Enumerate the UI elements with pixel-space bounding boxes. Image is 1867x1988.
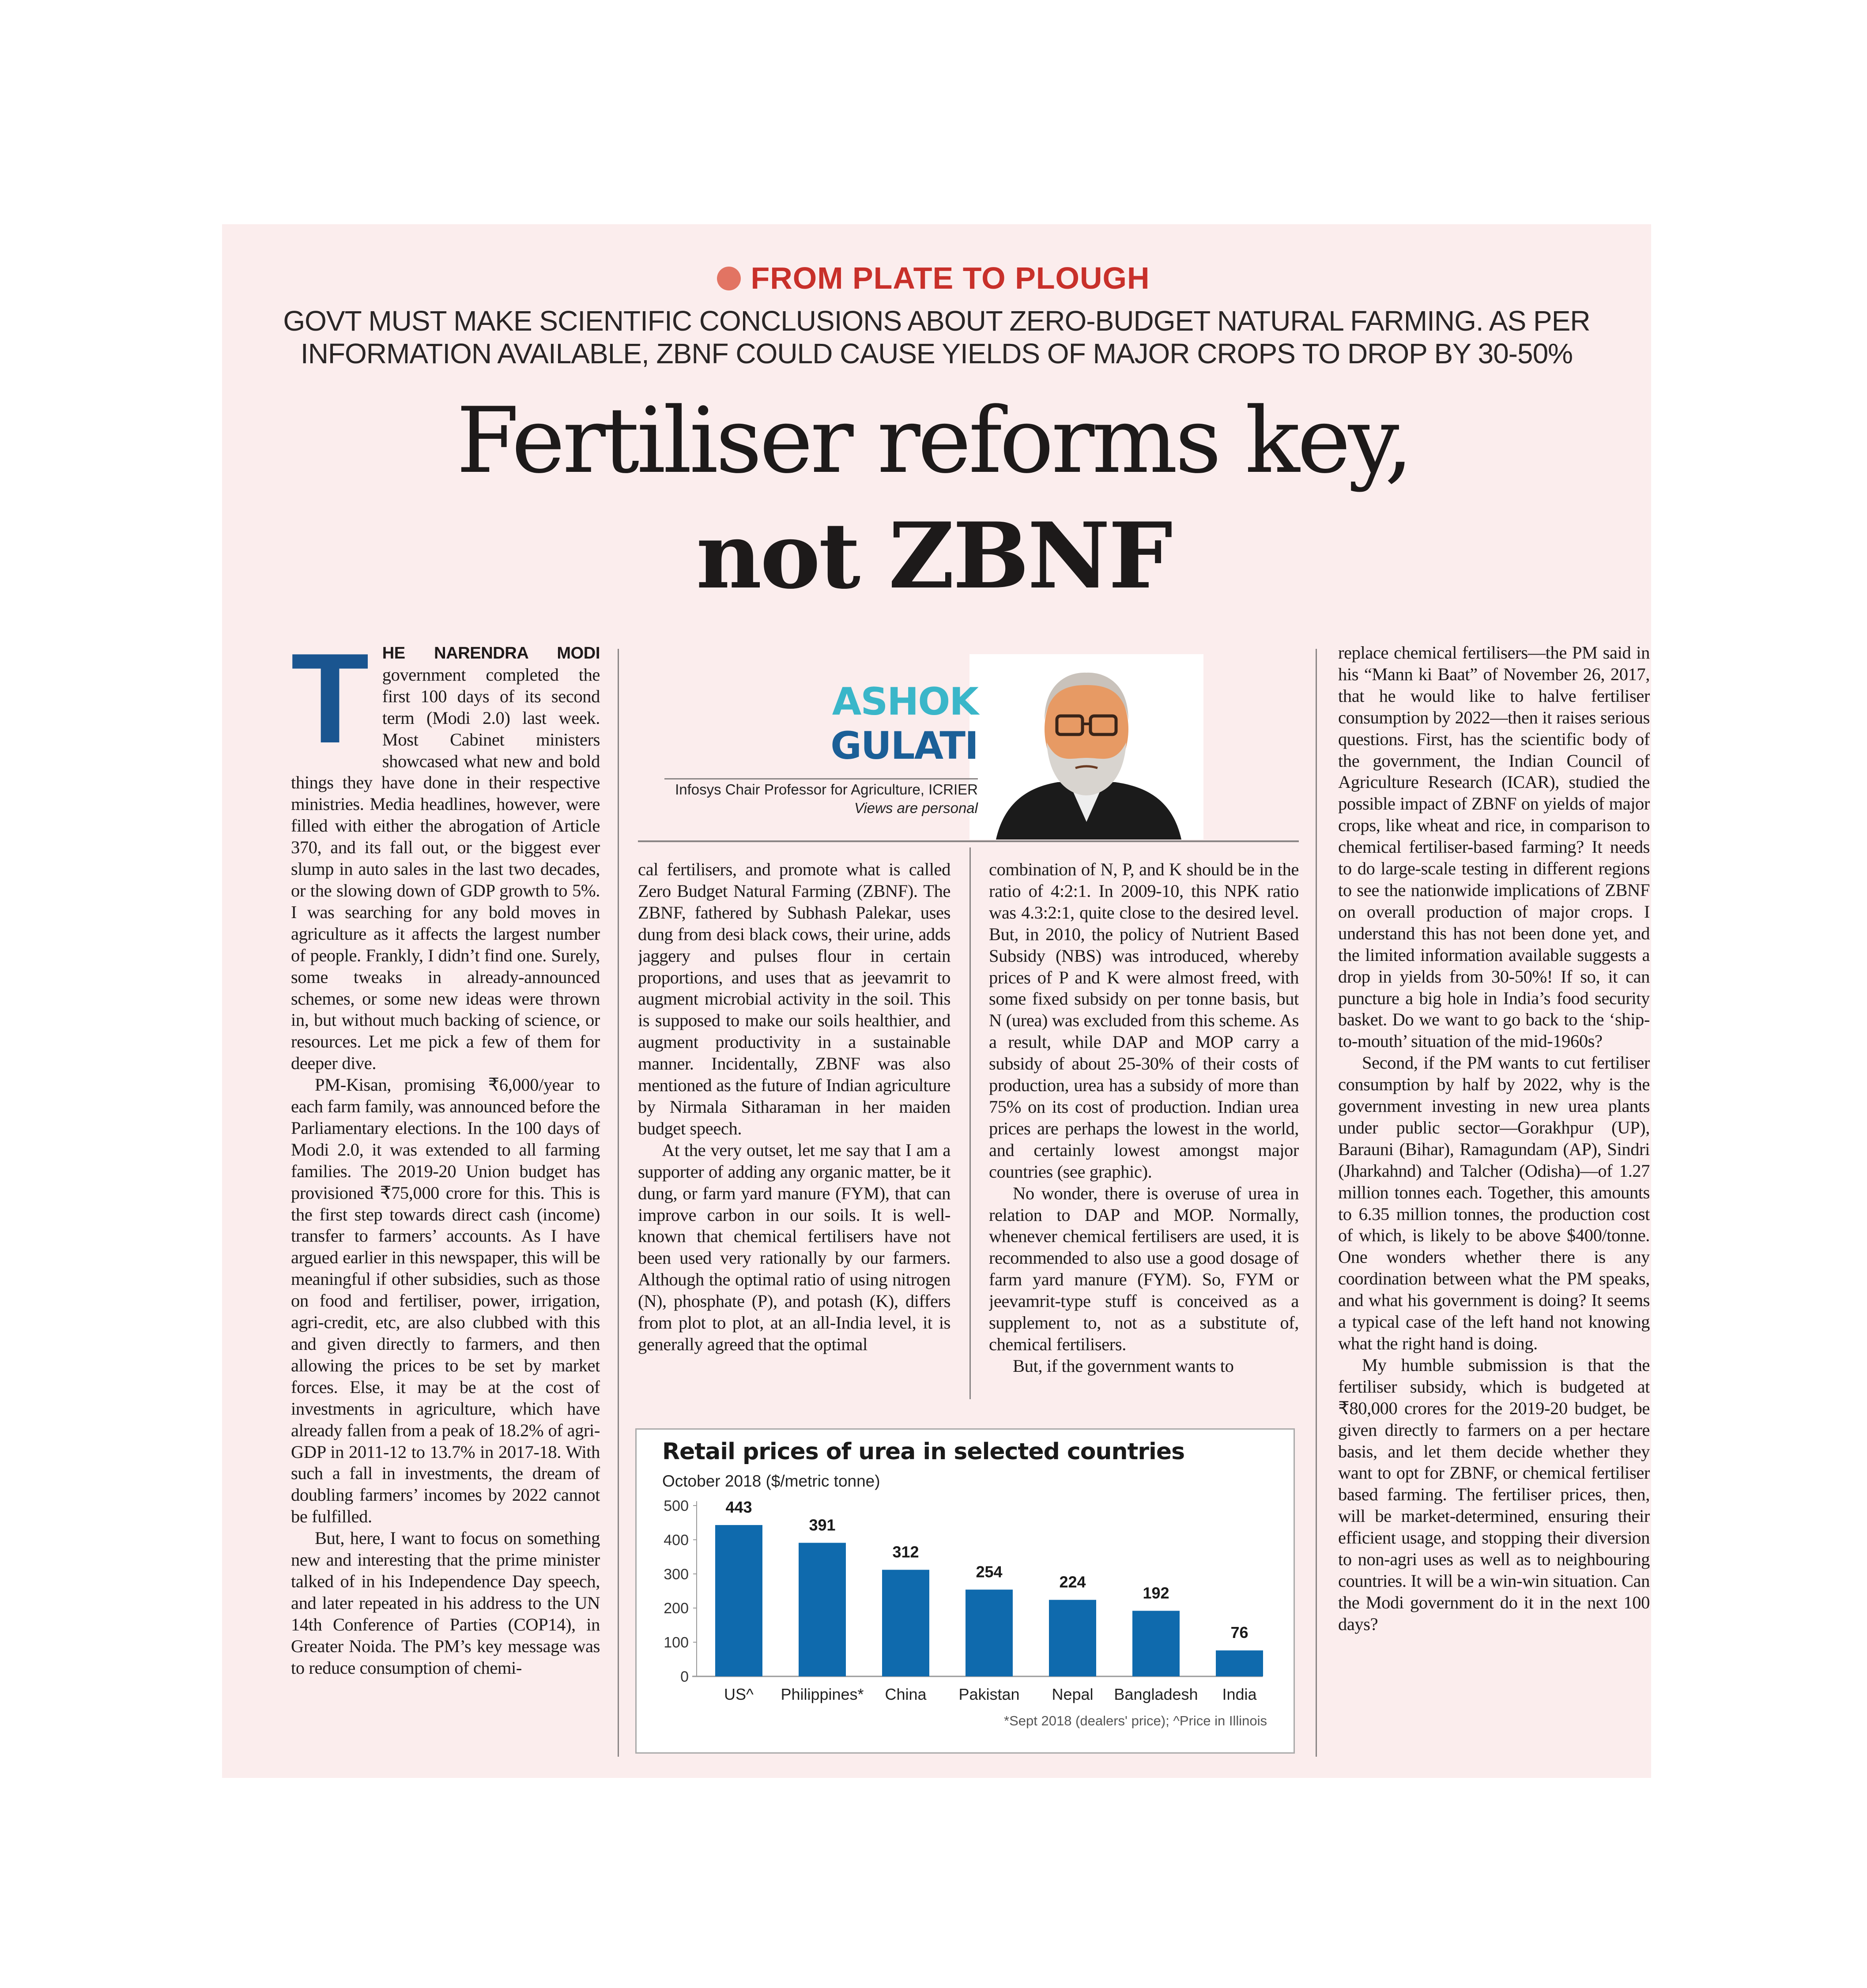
article-column-3: [989, 859, 1299, 1406]
x-tick-label: India: [1222, 1685, 1257, 1703]
urea-price-chart: [635, 1428, 1295, 1754]
y-tick-label: 400: [664, 1532, 689, 1549]
paragraph: combination of N, P, and K should be in the ratio of 4:2:1. In 2009-10, this NPK ratio was 4.3:2:1, quite close to the desired level. But, in 2010, the policy of Nutrient Based Subsidy (NBS) was introduced, whereby prices of P and K were almost freed, with some fixed subsidy on per tonne basis, but N (urea) was excluded from this scheme. As a result, while DAP and MOP carry a subsidy of about 25-30% of their costs of production, urea has a subsidy of more than 75% on its cost of production. Indian urea prices are perhaps the lowest in the world, and certainly lowest amongst major countries (see graphic).: [989, 859, 1299, 1182]
author-first-name: ASHOK: [832, 680, 978, 724]
column-rule: [1316, 649, 1317, 1757]
article-column-1: [291, 642, 600, 1755]
bar-china: [882, 1570, 929, 1676]
bar-value-label: 391: [809, 1516, 836, 1534]
paragraph: At the very outset, let me say that I am a supporter of adding any organic matter, be it dung, or farm yard manure (FYM), that can improve carbon in our soils. It is well-known that chemical fertilisers have not been used very rationally by our farmers. Although the optimal ratio of using nitrogen (N), phosphate (P), and potash (K), differs from plot to plot, at an all-India level, it is generally agreed that the optimal: [638, 1140, 950, 1354]
paragraph: Second, if the PM wants to cut fertiliser consumption by half by 2022, why is the government investing in new urea plants under public sector—Gorakhpur (UP), Barauni (Bihar), Ramagundam (AP), Sindri (Jharkahnd) and Talcher (Odisha)—of 1.27 million tonnes each. Together, this amounts to 6.35 million tonnes, the production cost of which, is likely to be above $400/tonne. One wonders whether there is any coordination between what the PM speaks, and what his government is doing? It seems a typical case of the left hand not knowing what the right hand is doing.: [1338, 1053, 1650, 1353]
paragraph: No wonder, there is overuse of urea in relation to DAP and MOP. Normally, whenever chemical fertilisers are used, it is recommended to also use a good dosage of farm yard manure (FYM). So, FYM or jeevamrit-type stuff is conceived as a supplement to, not as a substitute of, chemical fertilisers.: [989, 1183, 1299, 1354]
paragraph: But, if the government wants to: [1013, 1355, 1234, 1376]
bar-nepal: [1049, 1600, 1096, 1676]
article-column-2: [638, 859, 950, 1406]
y-tick-label: 0: [680, 1668, 689, 1685]
author-last-name: GULATI: [830, 724, 978, 768]
bar-us: [715, 1525, 762, 1676]
bar-value-label: 312: [892, 1543, 919, 1561]
paragraph: My humble submission is that the fertiliser subsidy, which is budgeted at ₹80,000 crores for the 2019-20 budget, be given directly to farmers on a per hectare basis, and let them decide whether they want to opt for ZBNF, or chemical fertiliser based farming. The fertiliser prices, then, will be market-determined, ensuring their efficient usage, and stopping their diversion to non-agri uses as well as to neighbouring countries. It will be a win-win situation. Can the Modi government do it in the next 100 days?: [1338, 1355, 1650, 1634]
headline-line-2: not ZBNF: [696, 503, 1171, 609]
y-tick-label: 300: [664, 1566, 689, 1583]
lead-in: HE NARENDRA MODI: [382, 644, 600, 663]
kicker-text: FROM PLATE TO PLOUGH: [751, 261, 1150, 295]
section-kicker: [0, 260, 1867, 296]
paragraph: replace chemical fertilisers—the PM said in his “Mann ki Baat” of November 26, 2017, that he would like to halve fertiliser consumption by 2022—then it raises serious questions. First, has the scientific body of the government, the Indian Council of Agriculture Research (ICAR), studied the possible impact of ZBNF on yields of major crops, like wheat and rice, in comparison to chemical fertiliser-based farming? It needs to do large-scale testing in different regions to see the nationwide implications of ZBNF on overall production of major crops. I understand this has not been done yet, and the limited information available suggests a drop in yields from 30-50%! If so, it can puncture a big hole in India’s food security basket. Do we want to go back to the ‘ship-to-mouth’ situation of the mid-1960s?: [1338, 643, 1650, 1051]
x-tick-label: Pakistan: [958, 1685, 1020, 1703]
deck-line-1: GOVT MUST MAKE SCIENTIFIC CONCLUSIONS ABOUT ZERO-BUDGET NATURAL FARMING. AS PER: [283, 305, 1590, 337]
bar-value-label: 76: [1230, 1623, 1248, 1642]
chart-plot: [637, 1430, 1296, 1755]
drop-cap: T: [291, 642, 369, 770]
paragraph: cal fertilisers, and promote what is called Zero Budget Natural Farming (ZBNF). The ZBNF, fathered by Subhash Palekar, uses dung from desi black cows, their urine, adds jaggery and pulses flour in certain proportions, and uses that as jeevamrit to augment microbial activity in the soil. This is supposed to make our soils healthier, and augment productivity in a sustainable manner. Incidentally, ZBNF was also mentioned as the future of Indian agriculture by Nirmala Sitharaman in her maiden budget speech.: [638, 859, 950, 1138]
bar-india: [1216, 1650, 1263, 1676]
headline-line-1: Fertiliser reforms key,: [456, 388, 1411, 493]
bar-philippines: [799, 1543, 846, 1676]
x-tick-label: US^: [724, 1685, 754, 1703]
y-tick-label: 200: [664, 1600, 689, 1617]
y-tick-label: 100: [664, 1634, 689, 1651]
byline-rule: [638, 840, 1299, 842]
bar-value-label: 254: [976, 1563, 1003, 1581]
x-tick-label: Philippines*: [781, 1685, 864, 1703]
column-rule: [969, 847, 971, 1399]
author-role: Infosys Chair Professor for Agriculture, ICRIER: [675, 781, 978, 798]
byline-role-rule: [664, 778, 978, 779]
x-tick-label: China: [885, 1685, 927, 1703]
author-portrait: [969, 654, 1203, 840]
paragraph: government completed the first 100 days of its second term (Modi 2.0) last week. Most Cabinet ministers showcased what new and bold things they have done in their respective ministries. Media headlines, however, were filled with either the abrogation of Article 370, and its fall out, or the biggest ever slump in auto sales in the last two decades, or the slowing down of GDP growth to 5%. I was searching for any bold moves in agriculture as it affects the largest number of people. Frankly, I didn’t find one. Surely, some tweaks in already-announced schemes, or some new ideas were thrown in, but without much backing of science, or resources. Let me pick a few of them for deeper dive.: [291, 664, 600, 1073]
bar-pakistan: [966, 1589, 1013, 1676]
chart-title: Retail prices of urea in selected countries: [662, 1438, 1185, 1465]
deck-line-2: INFORMATION AVAILABLE, ZBNF COULD CAUSE YIELDS OF MAJOR CROPS TO DROP BY 30-50%: [300, 338, 1573, 369]
article-column-4: [1338, 642, 1650, 1755]
chart-subtitle: October 2018 ($/metric tonne): [662, 1472, 880, 1490]
y-tick-label: 500: [664, 1498, 689, 1514]
bar-value-label: 224: [1059, 1573, 1086, 1591]
x-tick-label: Nepal: [1052, 1685, 1094, 1703]
bar-value-label: 192: [1143, 1584, 1169, 1602]
bullet-dot-icon: [717, 267, 741, 290]
bar-value-label: 443: [725, 1498, 752, 1517]
chart-footnote: *Sept 2018 (dealers' price); ^Price in Illinois: [1004, 1713, 1267, 1728]
paragraph: But, here, I want to focus on something new and interesting that the prime minister talked of in his Independence Day speech, and later repeated in his address to the UN 14th Conference of Parties (COP14), in Greater Noida. The PM’s key message was to reduce consumption of chemi-: [291, 1528, 600, 1678]
bar-bangladesh: [1132, 1611, 1180, 1676]
column-rule: [618, 649, 619, 1757]
x-tick-label: Bangladesh: [1114, 1685, 1198, 1703]
paragraph: PM-Kisan, promising ₹6,000/year to each farm family, was announced before the Parliamentary elections. In the 100 days of Modi 2.0, it was extended to all farming families. The 2019-20 Union budget has provisioned ₹75,000 crore for this. This is the first step towards direct cash (income) transfer to farmers’ accounts. As I have argued earlier in this newspaper, this will be meaningful if other subsidies, such as those on food and fertiliser, power, irrigation, agri-credit, etc, are also clubbed with this and given directly to farmers, and then allowing the prices to be set by market forces. Else, it may be at the cost of investments in agriculture, which have already fallen from a peak of 18.2% of agri-GDP in 2011-12 to 13.7% in 2017-18. With such a fall in investments, the dream of doubling farmers’ incomes by 2022 cannot be fulfilled.: [291, 1075, 600, 1527]
author-disclaimer: Views are personal: [854, 800, 978, 816]
